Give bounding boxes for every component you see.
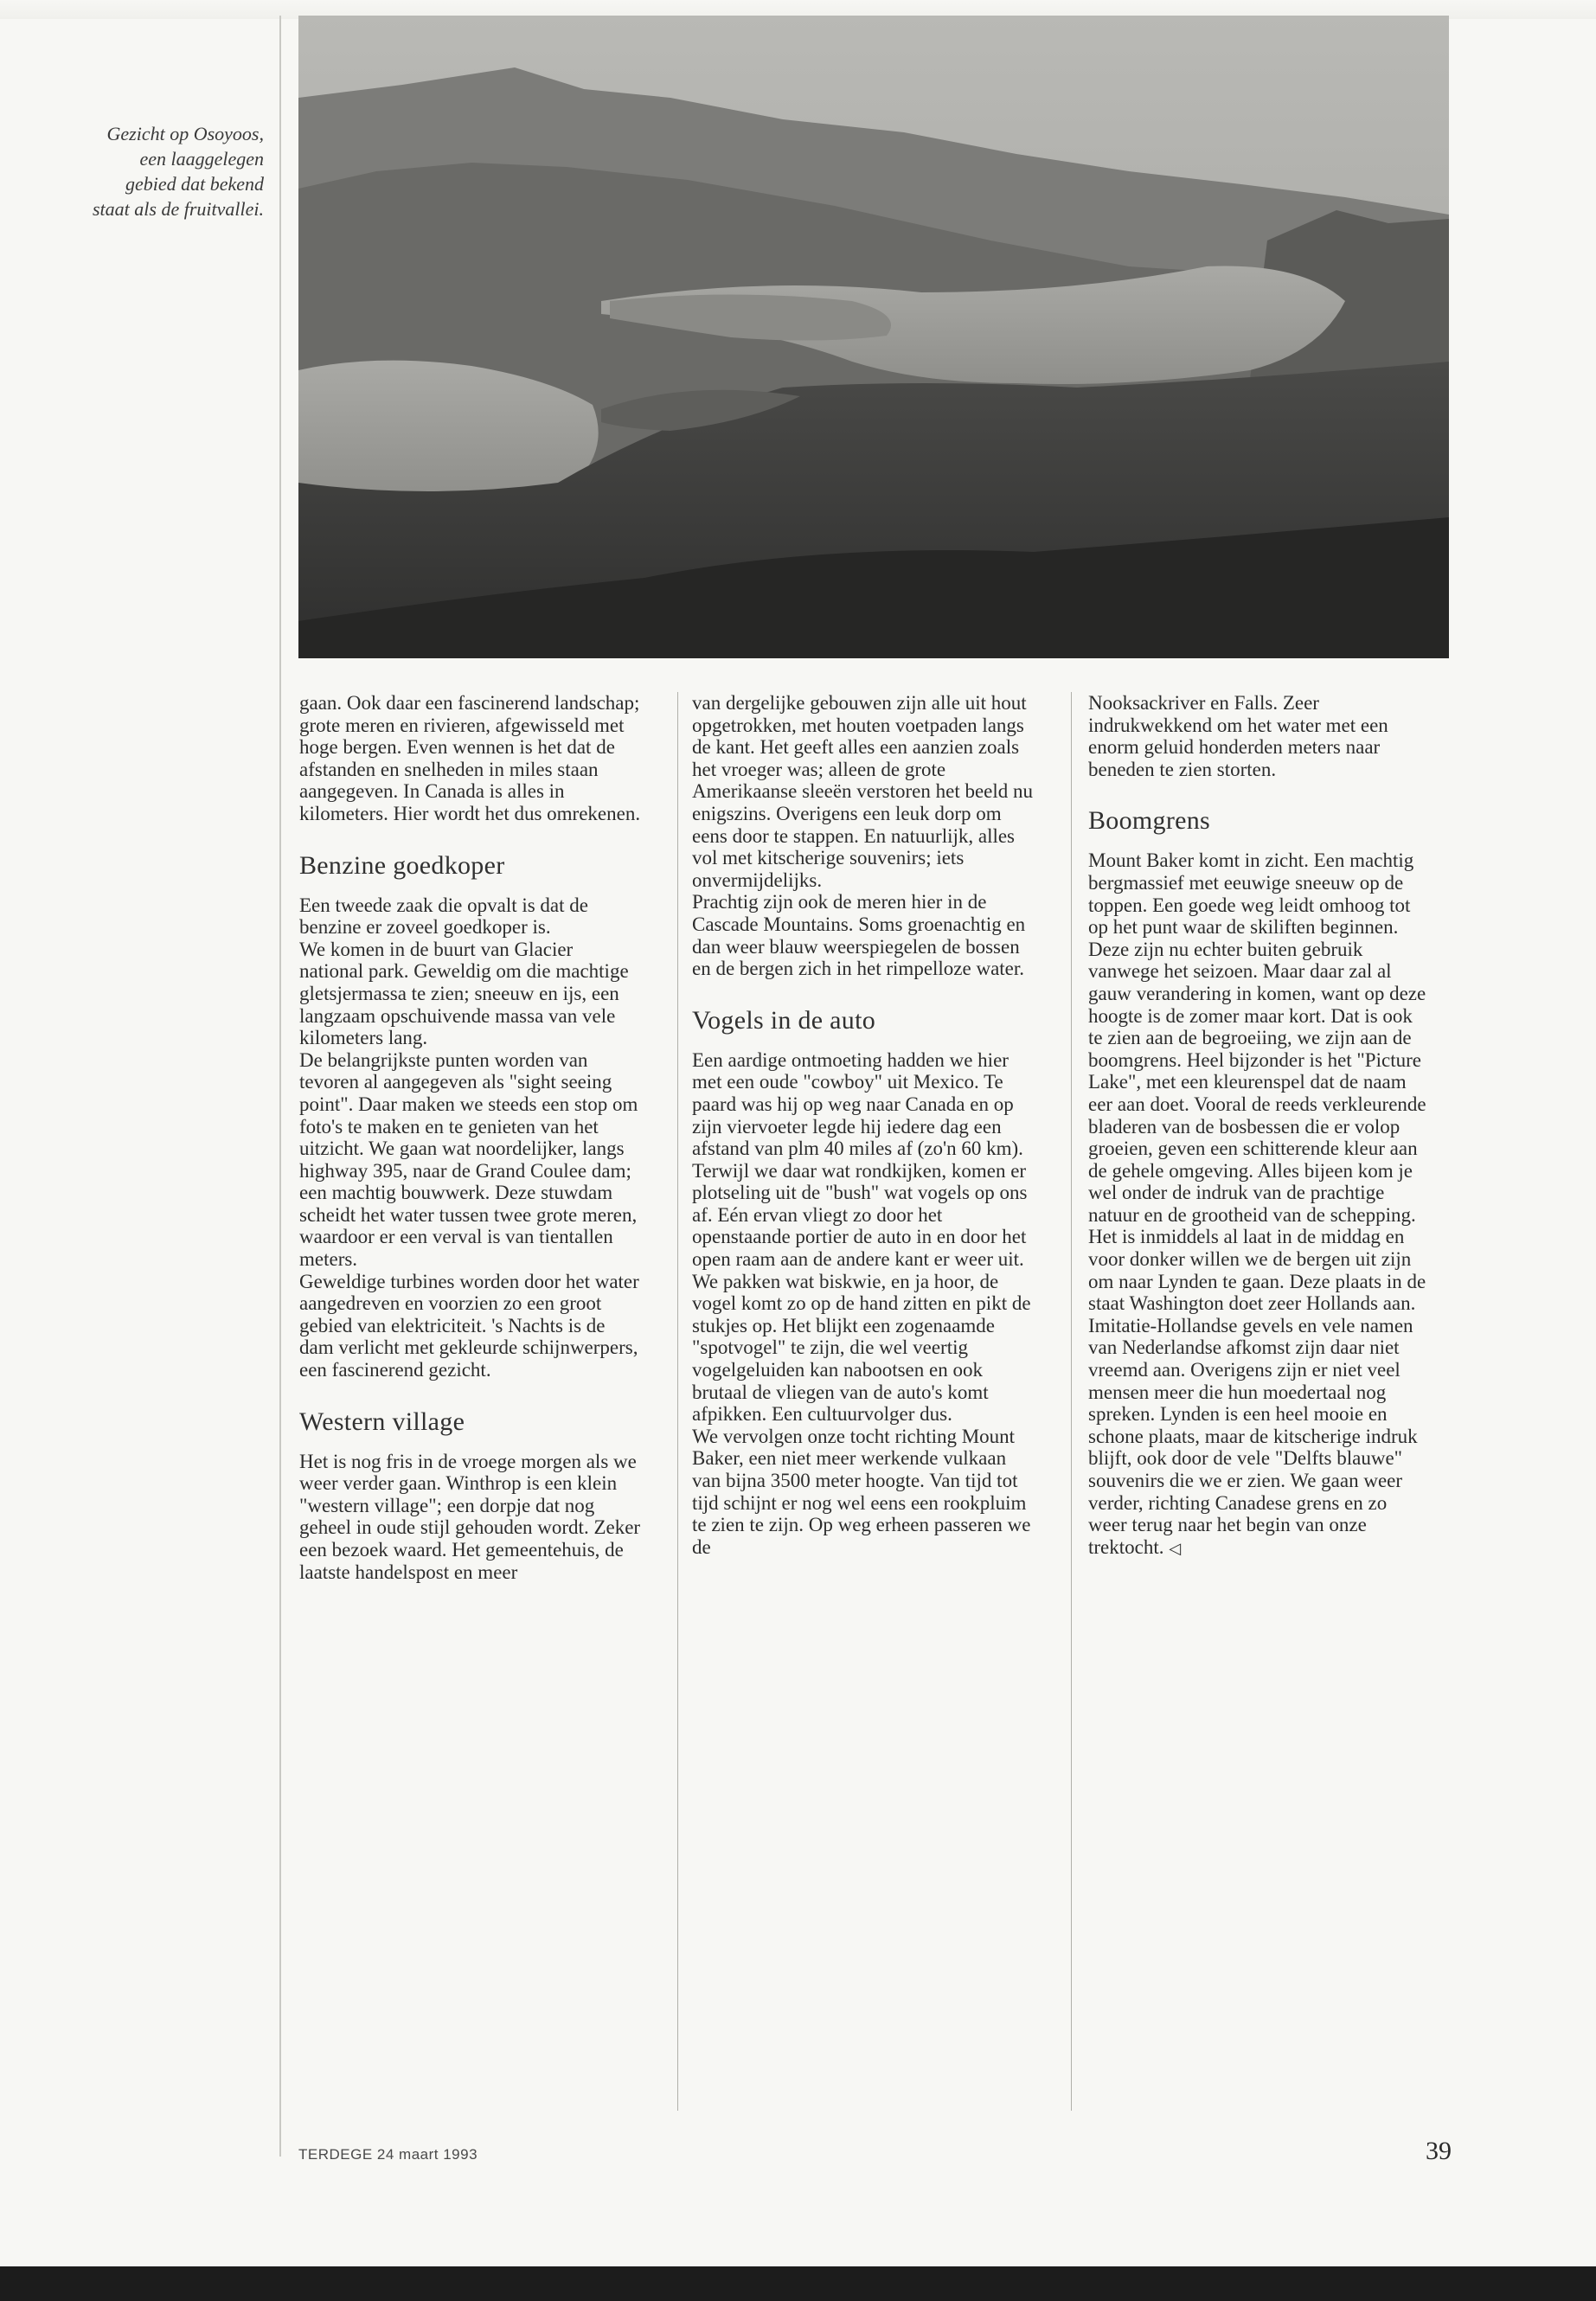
paragraph: Terwijl we daar wat rondkijken, komen er plotseling uit de "bush" wat vogels op ons af. Eén ervan vliegt zo door het openstaande portier de auto in en door het open raam aan de andere kant er weer uit. We pakken wat biskwie, en ja hoor, de vogel komt zo op de hand zitten en pikt de stukjes op. Het blijkt een zogenaamde "spotvogel" te zijn, die wel veertig vogelgeluiden kan nabootsen en ook brutaal de vliegen van de auto's komt afpikken. Een cultuurvolger dus. bbox=[692, 1159, 1031, 1426]
paragraph: We vervolgen onze tocht richting Mount Baker, een niet meer werkende vulkaan van bijna 3500 meter hoogte. Van tijd tot tijd schijnt er nog wel eens een rookpluim te zien te zijn. Op weg erheen passeren we de bbox=[692, 1425, 1031, 1558]
paragraph: gaan. Ook daar een fascinerend landschap; grote meren en rivieren, afgewisseld met hoge bergen. Even wennen is het dat de afstanden en snelheden in miles staan aangegeven. In Canada is alles in kilometers. Hier wordt het dus omrekenen. bbox=[299, 692, 641, 824]
end-mark-icon: ◁ bbox=[1169, 1539, 1182, 1557]
column-divider-2 bbox=[1071, 692, 1072, 2111]
landscape-photo bbox=[298, 16, 1449, 658]
paragraph: Een tweede zaak die opvalt is dat de benzine er zoveel goedkoper is. bbox=[299, 894, 588, 939]
paragraph: van dergelijke gebouwen zijn alle uit hout opgetrokken, met houten voetpaden langs de kant. Het geeft alles een aanzien zoals het vroeger was; alleen de grote Amerikaanse sleeën verstoren het beeld nu enigszins. Overigens een leuk dorp om eens door te stappen. En natuurlijk, alles vol met kitscherige souvenirs; iets onvermijdelijks. bbox=[692, 692, 1034, 891]
photo-caption: Gezicht op Osoyoos, een laaggelegen gebied dat bekend staat als de fruitvallei. bbox=[93, 123, 264, 220]
article-column-3 bbox=[1088, 692, 1430, 1560]
paragraph: Het is nog fris in de vroege morgen als we weer verder gaan. Winthrop is een klein "western village"; een dorpje dat nog geheel in oude stijl gehouden wordt. Zeker een bezoek waard. Het gemeentehuis, de laatste handelspost en meer bbox=[299, 1450, 641, 1583]
article-column-1 bbox=[299, 692, 641, 1583]
paragraph: Prachtig zijn ook de meren hier in de Cascade Mountains. Soms groenachtig en dan weer blauw weerspiegelen de bossen en de bergen zich in het rimpelloze water. bbox=[692, 891, 1026, 980]
section-heading: Benzine goedkoper bbox=[299, 850, 505, 880]
osoyoos-lake-photo bbox=[298, 16, 1449, 658]
magazine-footer: TERDEGE 24 maart 1993 bbox=[298, 2146, 478, 2163]
section-heading: Vogels in de auto bbox=[692, 1005, 876, 1035]
column-divider-1 bbox=[677, 692, 678, 2111]
scan-border bbox=[0, 2266, 1596, 2301]
paragraph: De belangrijkste punten worden van tevoren al aangegeven als "sight seeing point". Daar maken we steeds een stop om foto's te maken en te genieten van het uitzicht. We gaan wat noordelijker, langs highway 395, naar de Grand Coulee dam; een machtig bouwwerk. Deze stuwdam scheidt het water tussen twee grote meren, waardoor er een verval is van tientallen meters. bbox=[299, 1048, 638, 1271]
paragraph: Nooksackriver en Falls. Zeer indrukwekkend om het water met een enorm geluid honderden meters naar beneden te zien storten. bbox=[1088, 692, 1388, 780]
paragraph: We komen in de buurt van Glacier national park. Geweldig om die machtige gletsjermassa te zien; sneeuw en ijs, een langzaam opschuivende massa van vele kilometers lang. bbox=[299, 938, 629, 1049]
caption-divider bbox=[279, 16, 281, 2157]
paragraph: Geweldige turbines worden door het water aangedreven en voorzien zo een groot gebied van elektriciteit. 's Nachts is de dam verlicht met gekleurde schijnwerpers, een fascinerend gezicht. bbox=[299, 1270, 639, 1381]
section-heading: Western village bbox=[299, 1407, 465, 1436]
paragraph: Een aardige ontmoeting hadden we hier met een oude "cowboy" uit Mexico. Te paard was hij op weg naar Canada en op zijn viervoeter legde hij iedere dag een afstand van plm 40 miles af (zo'n 60 km). bbox=[692, 1048, 1023, 1160]
paragraph bbox=[1088, 1226, 1430, 1560]
paragraph: Mount Baker komt in zicht. Een machtig bergmassief met eeuwige sneeuw op de toppen. Een goede weg leidt omhoog tot op het punt waar de skiliften beginnen. Deze zijn nu echter buiten gebruik vanwege het seizoen. Maar daar zal al gauw verandering in komen, want op deze hoogte is de zomer maar kort. Dat is ook te zien aan de begroeiing, we zijn aan de boomgrens. Heel bijzonder is het "Picture Lake", met een kleurenspel dat de naam eer aan doet. Vooral de reeds verkleurende bladeren van de bosbessen die er volop groeien, geven een schitterende kleur aan de gehele omgeving. Alles bijeen kom je wel onder de indruk van de prachtige natuur en de grootheid van de schepping. bbox=[1088, 849, 1426, 1226]
paragraph-text: Het is inmiddels al laat in de middag en voor donker willen we de bergen uit zijn om naar Lynden te gaan. Deze plaats in de staat Washington doet zeer Hollands aan. Imitatie-Hollandse gevels en vele namen van Nederlandse afkomst zijn daar niet vreemd aan. Overigens zijn er niet veel mensen meer die hun moedertaal nog spreken. Lynden is een heel mooie en schone plaats, maar de kitscherige indruk blijft, ook door de vele "Delfts blauwe" souvenirs die we er zien. We gaan weer verder, richting Canadese grens en zo weer terug naar het begin van onze trektocht. bbox=[1088, 1226, 1426, 1558]
article-column-2 bbox=[692, 692, 1034, 1558]
section-heading: Boomgrens bbox=[1088, 806, 1211, 836]
page-number: 39 bbox=[1426, 2137, 1452, 2165]
